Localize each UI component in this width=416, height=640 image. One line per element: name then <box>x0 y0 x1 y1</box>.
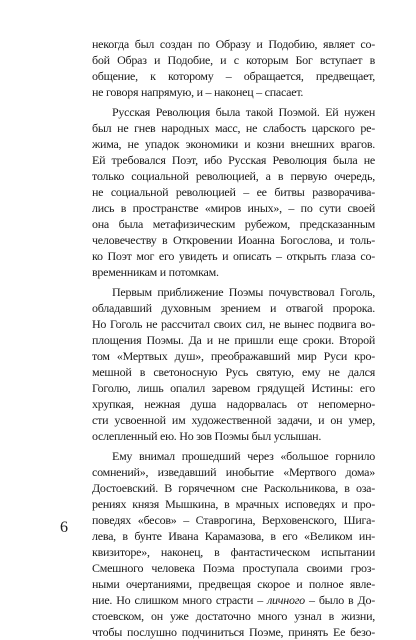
text-line: сомнений», изведавший инобытие «Мертвого дома» <box>92 465 375 479</box>
text-line: она была метафизическим рубежом, предсказанным <box>92 217 375 231</box>
text-line: только социальной революцией, а в первую очередь, <box>92 169 375 183</box>
text-line: Ей требовался Поэт, ибо Русская Революция была не <box>92 153 375 167</box>
text-line: чтобы послушно подчиниться Поэме, принять Ее безо- <box>92 625 375 639</box>
text-line: квизиторе», наконец, в фантастическом испытании <box>92 545 375 559</box>
text-line: Но Гоголь не рассчитал своих сил, не вынес подвига во- <box>92 317 375 331</box>
text-line: рениях князя Мышкина, в мрачных исповедях и про- <box>92 497 375 511</box>
paragraph <box>92 36 375 100</box>
text-line: ние. Но слишком много страсти – личного – было в До- <box>92 593 375 607</box>
text-line: жима, не упадок экономики и козни внешних врагов. <box>92 137 375 151</box>
text-line: поведях «бесов» – Ставрогина, Верховенского, Шига- <box>92 513 375 527</box>
text-line: ными очертаниями, предвещая скорое и полное явле- <box>92 577 375 591</box>
text-line: временникам и потомкам. <box>92 265 219 279</box>
text-line: лева, в бунте Ивана Карамазова, в его «Великом ин- <box>92 529 375 543</box>
text-line: хрупкая, нежная душа надорвалась от непомерно- <box>92 397 375 411</box>
text-line: Ему внимал прошедший через «большое горнило <box>112 449 375 463</box>
text-line: бой Образ и Подобие, и с которым Бог вступает в <box>92 53 375 67</box>
text-line: мешной в светоносную Русь святую, ему не дался <box>92 365 375 379</box>
document-body <box>92 36 375 640</box>
text-line: не социальной революцией – ее битвы разворачива- <box>92 185 375 199</box>
text-line: Достоевский. В горячечном сне Раскольникова, в оза- <box>92 481 375 495</box>
paragraph <box>92 104 375 280</box>
text-line: не говоря напрямую, и – наконец – спасает. <box>92 85 304 99</box>
text-line: Первым приближение Поэмы почувствовал Гоголь, <box>112 285 375 299</box>
text-line: том «Мертвых душ», преображавший мир Руси кро- <box>92 349 375 363</box>
text-line: обладавший духовным зрением и отвагой пророка. <box>92 301 375 315</box>
paragraph <box>92 284 375 444</box>
text-line: площения Поэмы. Да и не пришли еще сроки. Второй <box>92 333 375 347</box>
text-line: Гоголю, лишь опалил заревом грядущей Истины: его <box>92 381 375 395</box>
text-line: общение, к которому – обращается, предвещает, <box>92 69 375 83</box>
text-line: сти усвоенной им художественной задачи, и он умер, <box>92 413 375 427</box>
text-line: был не гнев народных масс, не слабость царского ре- <box>92 121 375 135</box>
text-line: некогда был создан по Образу и Подобию, являет со- <box>92 37 375 51</box>
text-line: ослепленный ею. Но зов Поэмы был услышан. <box>92 429 322 443</box>
text-line: Русская Революция была такой Поэмой. Ей нужен <box>112 105 375 119</box>
text-line: Смешного человека Поэма проступала своими гроз- <box>92 561 375 575</box>
text-line: человечеству в Откровении Иоанна Богослова, и толь- <box>92 233 375 247</box>
paragraph <box>92 448 375 640</box>
text-line: стоевском, он уже достаточно много узнал в жизни, <box>92 609 375 623</box>
page-number: 6 <box>60 519 68 536</box>
text-line: ко Поэт мог его увидеть и описать – открыть глаза со- <box>92 249 375 263</box>
text-line: лись в пространстве «миров иных», – по сути своей <box>92 201 375 215</box>
